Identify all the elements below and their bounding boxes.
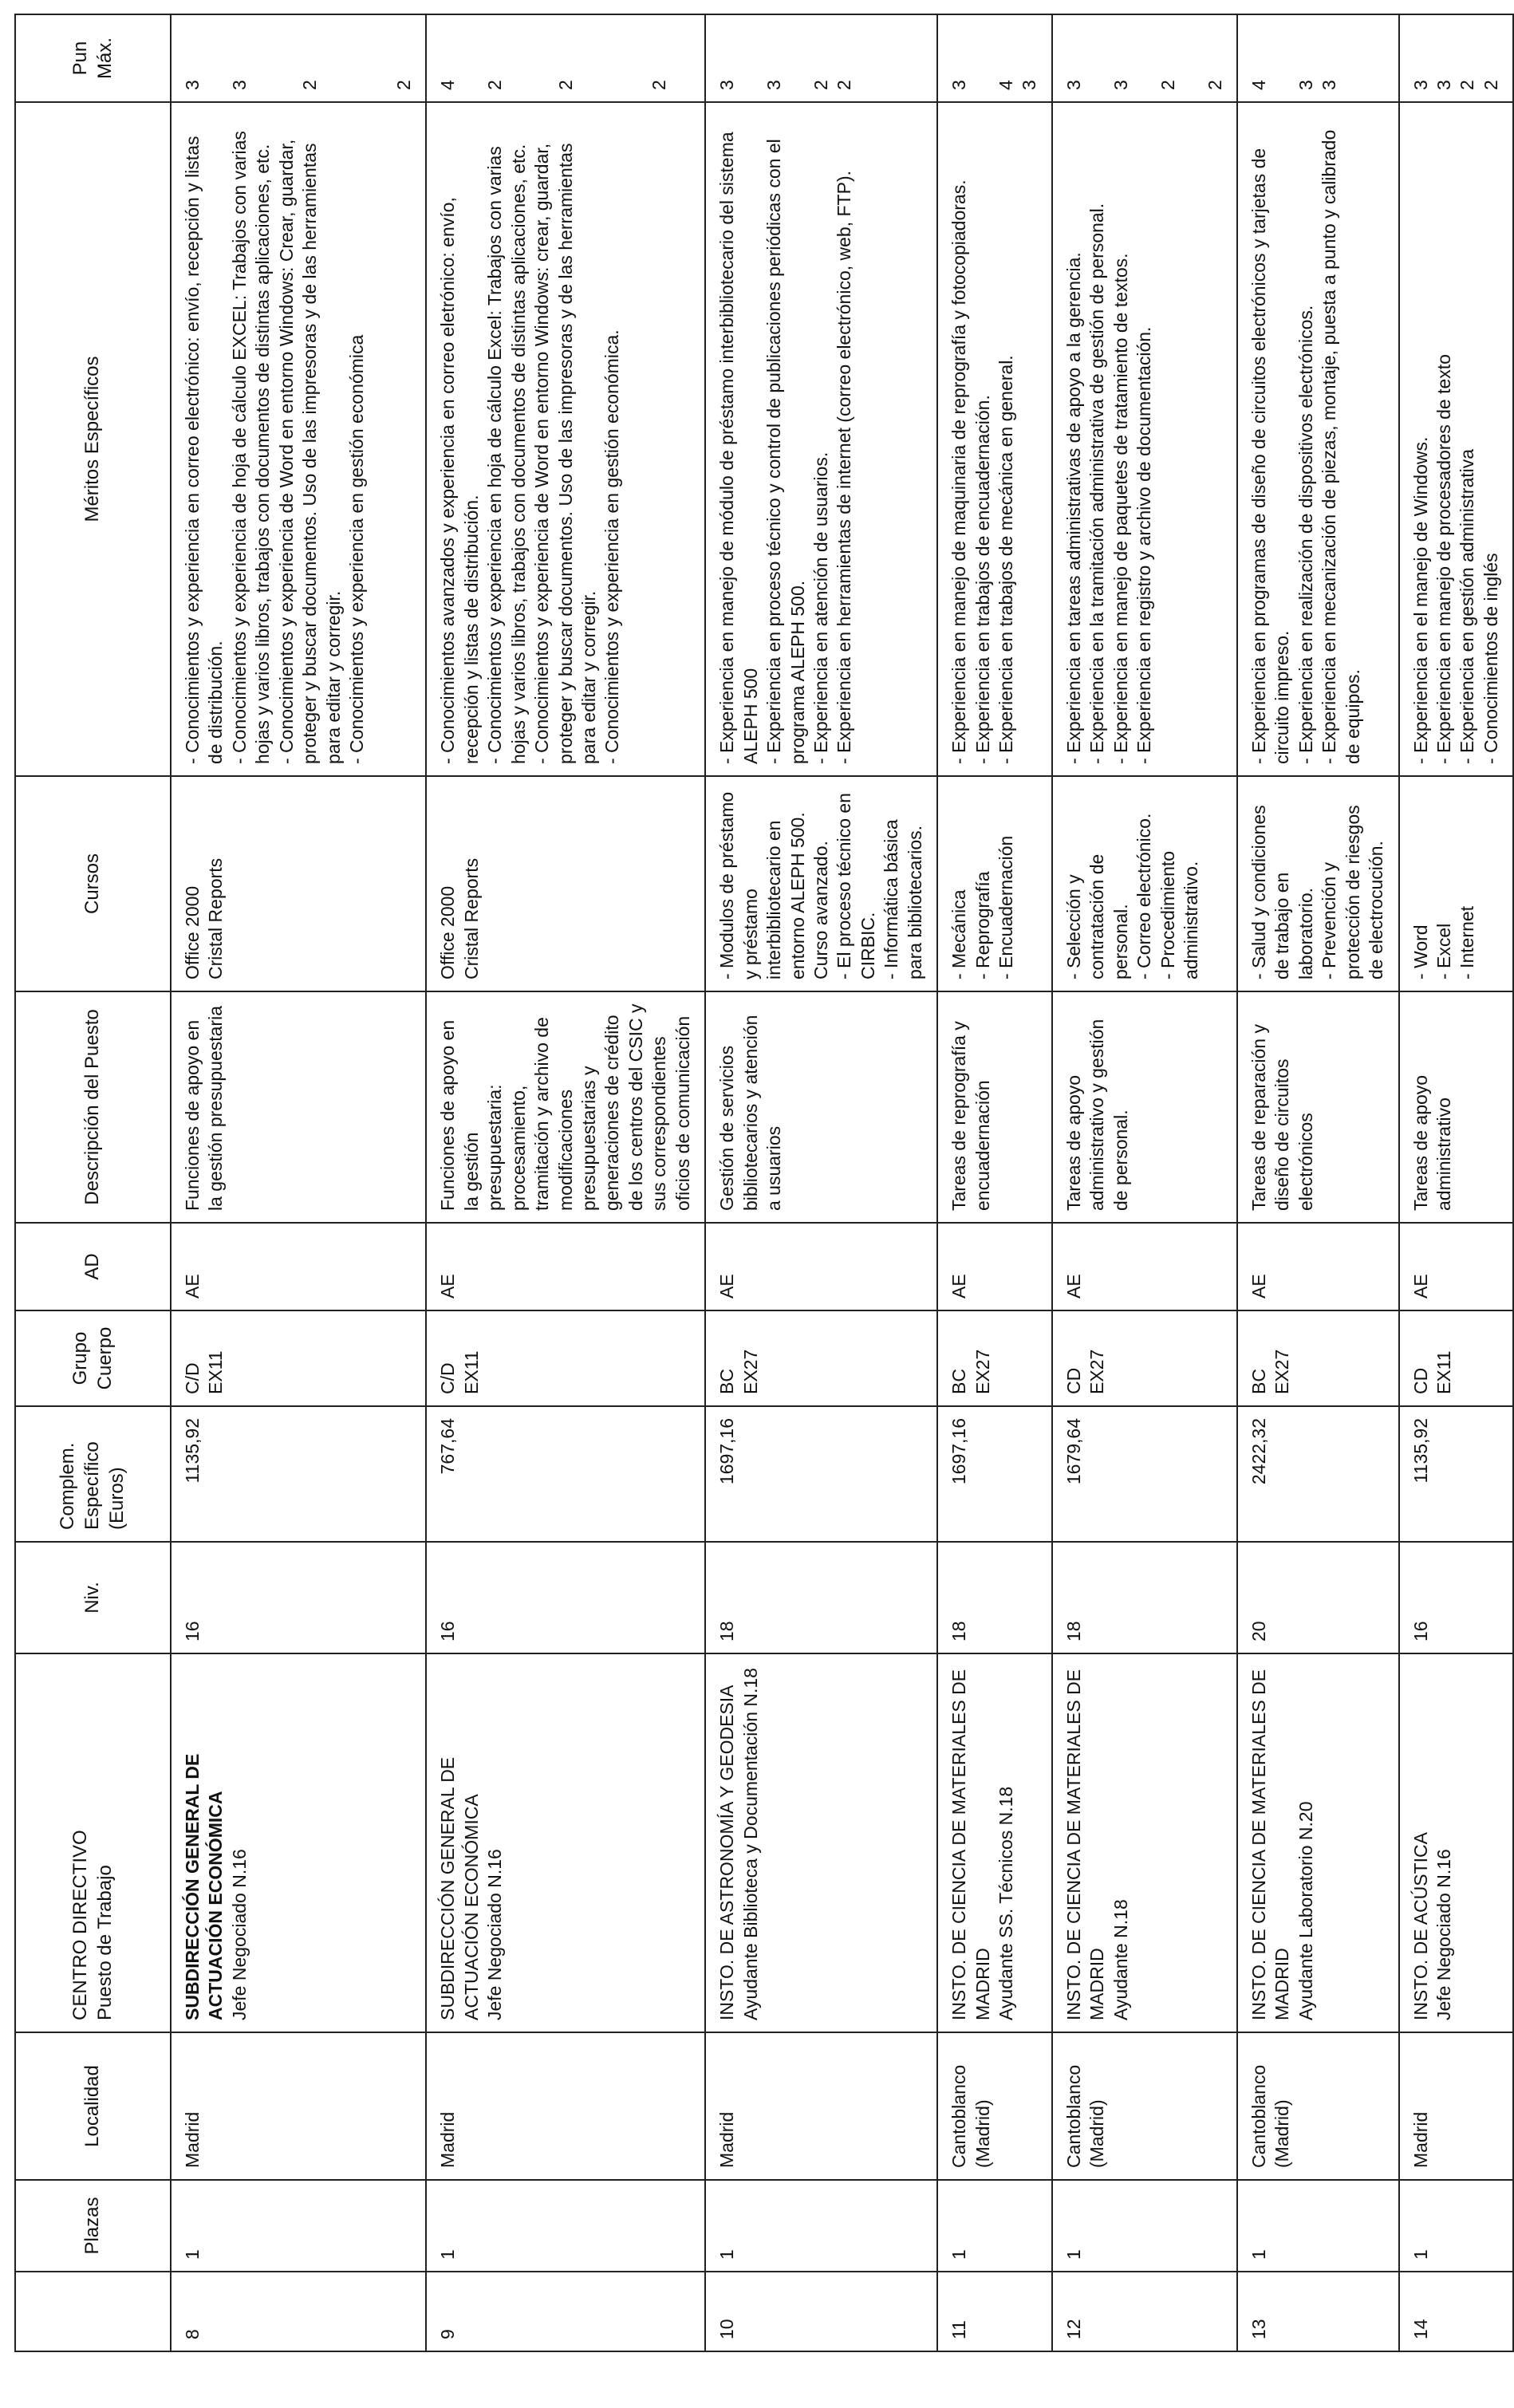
header-plazas: Plazas (15, 2180, 171, 2272)
header-centro (15, 1653, 171, 2032)
nivel-cell: 18 (705, 1542, 937, 1653)
complemento-cell: 1679,64 (1052, 1406, 1237, 1542)
complemento-cell: 1697,16 (705, 1406, 937, 1542)
ad-cell: AE (705, 1223, 937, 1310)
header-grupo-line1: Grupo (69, 1331, 91, 1385)
centro-cell (171, 1653, 426, 2032)
centro-directivo: INSTO. DE CIENCIA DE MATERIALES DE MADRID (1063, 1669, 1108, 2020)
plazas-cell: 1 (171, 2180, 426, 2272)
centro-cell (1237, 1653, 1399, 2032)
puesto-trabajo: Ayudante SS. Técnicos N.18 (996, 1786, 1016, 2020)
centro-cell (426, 1653, 705, 2032)
table-header-row (15, 14, 171, 2351)
grupo-cuerpo-cell: BC EX27 (937, 1310, 1052, 1406)
table-body (171, 14, 1513, 2351)
table-row (426, 14, 705, 2351)
meritos-cell: - Experiencia en manejo de maquinaria de reprografía y fotocopiadoras. - Experiencia en trabajos de encuadernación. - Experiencia en trabajos de mecánica en general. (937, 102, 1052, 776)
grupo-cuerpo-cell: CD EX27 (1052, 1310, 1237, 1406)
puntos-cell: 3 4 3 (937, 14, 1052, 102)
localidad-cell: Madrid (705, 2032, 937, 2180)
header-grupo (15, 1310, 171, 1406)
nivel-cell: 20 (1237, 1542, 1399, 1653)
centro-directivo: INSTO. DE ACÚSTICA (1410, 1831, 1431, 2020)
puesto-trabajo: Jefe Negociado N.16 (1433, 1849, 1454, 2020)
table-row (937, 14, 1052, 2351)
table-row (705, 14, 937, 2351)
header-ad: AD (15, 1223, 171, 1310)
cursos-cell: - Mecánica - Reprografía - Encuadernación (937, 776, 1052, 991)
header-centro-line1: CENTRO DIRECTIVO (69, 1830, 91, 2020)
vacancies-table (14, 14, 1514, 2352)
row-number: 13 (1237, 2272, 1399, 2351)
centro-directivo: INSTO. DE ASTRONOMÍA Y GEODESIA (716, 1685, 738, 2020)
grupo-cuerpo-cell: BC EX27 (705, 1310, 937, 1406)
plazas-cell: 1 (1052, 2180, 1237, 2272)
meritos-cell: - Conocimientos y experiencia en correo electrónico: envío, recepción y listas de distribución. - Conocimientos y experiencia de hoja de cálculo EXCEL: Trabajos con varias hojas y varios libros, trabajos con documentos de distintas aplicaciones, etc. - Conocimientos y experiencia de Word en entorno Windows: Crear, guardar, proteger y buscar documentos. Uso de las impresoras y de las herramientas para editar y corregir. - Conocimientos y experiencia en gestión económica (171, 102, 426, 776)
header-complem (15, 1406, 171, 1542)
table-row (1237, 14, 1399, 2351)
ad-cell: AE (426, 1223, 705, 1310)
puesto-trabajo: Ayudante Laboratorio N.20 (1295, 1801, 1316, 2020)
plazas-cell: 1 (1237, 2180, 1399, 2272)
header-pun-line1: Pun (69, 41, 91, 76)
puntos-cell: 3 3 2 2 (1052, 14, 1237, 102)
header-niv: Niv. (15, 1542, 171, 1653)
row-number: 12 (1052, 2272, 1237, 2351)
plazas-cell: 1 (426, 2180, 705, 2272)
descripcion-cell: Funciones de apoyo en la gestión presupuestaria: procesamiento, tramitación y archivo de modificaciones presupuestarias y generaciones de crédito de los centros del CSIC y sus correspondientes oficios de comunicación (426, 991, 705, 1223)
puntos-cell: 3 3 2 2 (705, 14, 937, 102)
meritos-cell: - Experiencia en el manejo de Windows. - Experiencia en manejo de procesadores de texto - Experiencia en gestión administrativa - Conocimientos de inglés (1399, 102, 1514, 776)
centro-directivo: SUBDIRECCIÓN GENERAL DE ACTUACIÓN ECONÓMICA (437, 1756, 482, 2020)
grupo-cuerpo-cell: C/D EX11 (171, 1310, 426, 1406)
complemento-cell: 1697,16 (937, 1406, 1052, 1542)
plazas-cell: 1 (705, 2180, 937, 2272)
puesto-trabajo: Jefe Negociado N.16 (484, 1849, 506, 2020)
cursos-cell: Office 2000 Cristal Reports (426, 776, 705, 991)
cursos-cell: - Selección y contratación de personal. - Correo electrónico. - Procedimiento administrativo. (1052, 776, 1237, 991)
localidad-cell: Madrid (1399, 2032, 1514, 2180)
row-number: 8 (171, 2272, 426, 2351)
header-pun-max (15, 14, 171, 102)
row-number: 9 (426, 2272, 705, 2351)
localidad-cell: Madrid (171, 2032, 426, 2180)
header-meritos: Méritos Específicos (15, 102, 171, 776)
header-pun-line2: Máx. (93, 37, 116, 80)
cursos-cell: - Word - Excel - Internet (1399, 776, 1514, 991)
descripcion-cell: Tareas de apoyo administrativo (1399, 991, 1514, 1223)
descripcion-cell: Tareas de reparación y diseño de circuitos electrónicos (1237, 991, 1399, 1223)
complemento-cell: 767,64 (426, 1406, 705, 1542)
table-row (171, 14, 426, 2351)
grupo-cuerpo-cell: CD EX11 (1399, 1310, 1514, 1406)
row-number: 10 (705, 2272, 937, 2351)
header-descripcion: Descripción del Puesto (15, 991, 171, 1223)
ad-cell: AE (1399, 1223, 1514, 1310)
header-localidad: Localidad (15, 2032, 171, 2180)
nivel-cell: 16 (426, 1542, 705, 1653)
nivel-cell: 18 (1052, 1542, 1237, 1653)
header-cursos: Cursos (15, 776, 171, 991)
plazas-cell: 1 (937, 2180, 1052, 2272)
meritos-cell: - Conocimientos avanzados y experiencia en correo eletrónico: envío, recepción y listas de distribución. - Conocimientos y experiencia en hoja de cálculo Excel: Trabajos con varias hojas y varios libros, trabajos con documentos de distintas aplicaciones, etc. - Conocimientos y experiencia de Word en entorno Windows: crear, guardar, proteger y buscar documentos. Uso de las impresoras y de las herramientas para editar y corregir. - Conocimientos y experiencia en gestión económica. (426, 102, 705, 776)
centro-directivo: INSTO. DE CIENCIA DE MATERIALES DE MADRID (1248, 1669, 1293, 2020)
centro-directivo: INSTO. DE CIENCIA DE MATERIALES DE MADRID (948, 1669, 993, 2020)
table-row (1399, 14, 1514, 2351)
cursos-cell: Office 2000 Cristal Reports (171, 776, 426, 991)
localidad-cell: Cantoblanco (Madrid) (937, 2032, 1052, 2180)
ad-cell: AE (1052, 1223, 1237, 1310)
puntos-cell: 3 3 2 2 (1399, 14, 1514, 102)
header-grupo-line2: Cuerpo (93, 1326, 116, 1390)
cursos-cell: - Modulos de préstamo y préstamo interbibliotecario en entorno ALEPH 500. Curso avanzado. - El proceso técnico en CIRBIC. - Informática básica para bibliotecarios. (705, 776, 937, 991)
nivel-cell: 18 (937, 1542, 1052, 1653)
row-number: 14 (1399, 2272, 1514, 2351)
puesto-trabajo: Jefe Negociado N.16 (228, 1849, 250, 2020)
grupo-cuerpo-cell: BC EX27 (1237, 1310, 1399, 1406)
table-row (1052, 14, 1237, 2351)
nivel-cell: 16 (171, 1542, 426, 1653)
centro-cell (1052, 1653, 1237, 2032)
centro-cell (705, 1653, 937, 2032)
header-centro-line2: Puesto de Trabajo (93, 1865, 116, 2020)
ad-cell: AE (937, 1223, 1052, 1310)
puntos-cell: 3 3 2 2 (171, 14, 426, 102)
complemento-cell: 1135,92 (171, 1406, 426, 1542)
complemento-cell: 2422,32 (1237, 1406, 1399, 1542)
nivel-cell: 16 (1399, 1542, 1514, 1653)
localidad-cell: Cantoblanco (Madrid) (1052, 2032, 1237, 2180)
puesto-trabajo: Ayudante Biblioteca y Documentación N.18 (739, 1668, 761, 2020)
descripcion-cell: Gestión de servicios bibliotecarios y atención a usuarios (705, 991, 937, 1223)
grupo-cuerpo-cell: C/D EX11 (426, 1310, 705, 1406)
centro-cell (1399, 1653, 1514, 2032)
descripcion-cell: Tareas de reprografía y encuadernación (937, 991, 1052, 1223)
header-complem-line3: (Euros) (105, 1467, 128, 1530)
centro-directivo: SUBDIRECCIÓN GENERAL DE ACTUACIÓN ECONÓMICA (182, 1753, 227, 2020)
header-blank (15, 2272, 171, 2351)
meritos-cell: - Experiencia en manejo de módulo de préstamo interbibliotecario del sistema ALEPH 500 - Experiencia en proceso técnico y control de publicaciones periódicas con el programa ALEPH 500. - Experiencia en atención de usuarios. - Experiencia en herramientas de internet (correo electrónico, web, FTP). (705, 102, 937, 776)
ad-cell: AE (171, 1223, 426, 1310)
localidad-cell: Madrid (426, 2032, 705, 2180)
ad-cell: AE (1237, 1223, 1399, 1310)
cursos-cell: - Salud y condiciones de trabajo en laboratorio. - Prevención y protección de riesgos de electrocución. (1237, 776, 1399, 991)
complemento-cell: 1135,92 (1399, 1406, 1514, 1542)
meritos-cell: - Experiencia en programas de diseño de circuitos electrónicos y tarjetas de circuito impreso. - Experiencia en realización de dispositivos electrónicos. - Experiencia en mecanización de piezas, montaje, puesta a punto y calibrado de equipos. (1237, 102, 1399, 776)
meritos-cell: - Experiencia en tareas administrativas de apoyo a la gerencia. - Experiencia en la tramitación administrativa de gestión de personal. - Experiencia en manejo de paquetes de tratamiento de textos. - Experiencia en registro y archivo de documentación. (1052, 102, 1237, 776)
plazas-cell: 1 (1399, 2180, 1514, 2272)
header-complem-line2: Específico (81, 1441, 104, 1530)
localidad-cell: Cantoblanco (Madrid) (1237, 2032, 1399, 2180)
header-complem-line1: Complem. (57, 1442, 79, 1530)
descripcion-cell: Funciones de apoyo en la gestión presupuestaria (171, 991, 426, 1223)
row-number: 11 (937, 2272, 1052, 2351)
puesto-trabajo: Ayudante N.18 (1110, 1899, 1131, 2020)
puntos-cell: 4 2 2 2 (426, 14, 705, 102)
descripcion-cell: Tareas de apoyo administrativo y gestión de personal. (1052, 991, 1237, 1223)
puntos-cell: 4 3 3 (1237, 14, 1399, 102)
centro-cell (937, 1653, 1052, 2032)
